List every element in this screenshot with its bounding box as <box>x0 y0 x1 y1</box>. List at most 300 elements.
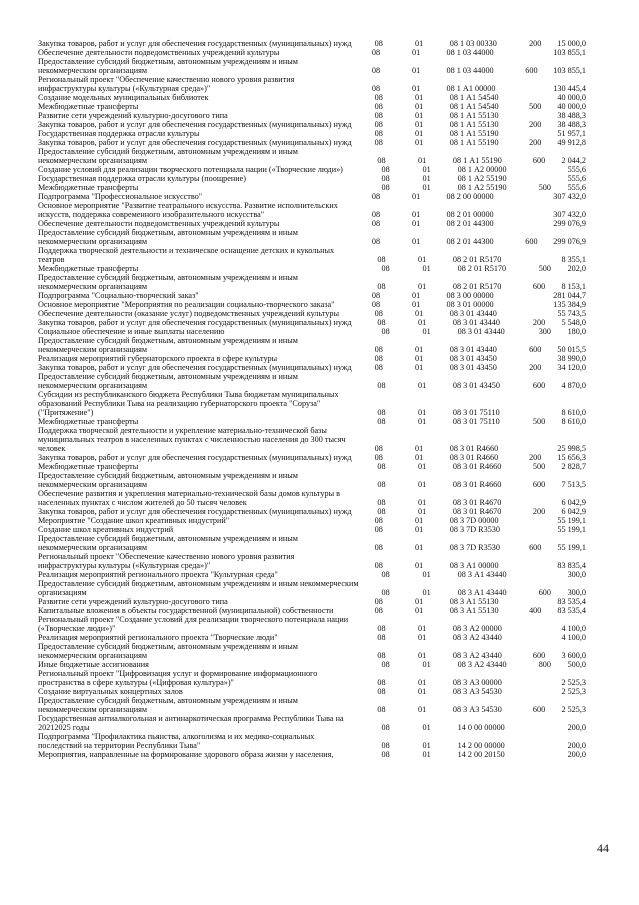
table-row <box>38 642 586 660</box>
row-target-article: 08 3 7D R3530 <box>449 543 500 552</box>
row-target-article: 08 2 01 R5170 <box>452 255 502 264</box>
row-name: Обеспечение деятельности (оказание услуг) подведомственных учреждений культуры <box>38 309 339 318</box>
row-amount: 200,0 <box>567 750 586 759</box>
table-row <box>38 219 586 228</box>
row-amount: 83 535,4 <box>557 597 586 606</box>
row-subsection: 01 <box>418 651 427 660</box>
table-row <box>38 300 586 309</box>
row-subsection: 01 <box>415 129 424 138</box>
row-subsection: 01 <box>415 525 424 534</box>
row-expense-type: 200 <box>529 138 542 147</box>
row-name: Создание модельных муниципальных библиотек <box>38 93 209 102</box>
row-expense-type: 600 <box>529 345 542 354</box>
row-subsection: 01 <box>415 561 424 570</box>
row-expense-type: 500 <box>532 462 546 471</box>
row-amount: 2 525,3 <box>561 687 586 696</box>
row-section: 08 <box>371 291 381 300</box>
row-name: Иные бюджетные ассигнования <box>38 660 149 669</box>
row-section: 08 <box>374 111 383 120</box>
table-row <box>38 57 586 75</box>
row-target-article: 08 3 А1 00000 <box>449 561 499 570</box>
row-target-article: 08 3 01 43450 <box>452 381 500 390</box>
row-section: 08 <box>377 156 386 165</box>
row-section: 08 <box>371 219 381 228</box>
row-subsection: 01 <box>418 687 427 696</box>
row-amount: 40 000,0 <box>557 102 586 111</box>
row-section: 08 <box>377 687 386 696</box>
row-section: 08 <box>374 444 383 453</box>
table-row <box>38 597 586 606</box>
row-amount: 2 044,2 <box>561 156 586 165</box>
row-name: Межбюджетные трансферты <box>38 264 139 273</box>
row-expense-type: 600 <box>532 156 546 165</box>
row-section: 08 <box>374 354 383 363</box>
table-row <box>38 570 586 579</box>
row-expense-type: 600 <box>525 66 538 75</box>
row-target-article: 08 1 А1 54540 <box>449 93 499 102</box>
row-section: 08 <box>381 174 390 183</box>
table-row <box>38 750 586 759</box>
row-amount: 200,0 <box>567 723 586 732</box>
table-row <box>38 228 586 246</box>
row-section: 08 <box>374 39 383 48</box>
row-target-article: 08 1 А1 00000 <box>446 84 496 93</box>
row-subsection: 01 <box>418 705 427 714</box>
row-target-article: 08 3 01 R4660 <box>452 480 502 489</box>
table-row <box>38 525 586 534</box>
table-row <box>38 309 586 318</box>
row-expense-type: 200 <box>529 39 542 48</box>
row-section: 08 <box>374 129 383 138</box>
row-target-article: 08 3 01 43440 <box>457 327 505 336</box>
table-row <box>38 660 586 669</box>
row-name: Предоставление субсидий бюджетным, автономным учреждениям и иным некоммерческим организациям <box>38 471 298 489</box>
row-name: Мероприятие "Создание школ креативных индустрий" <box>38 516 230 525</box>
row-name: Предоставление субсидий бюджетным, автономным учреждениям и иным некоммерческим организациям <box>38 57 298 75</box>
row-subsection: 01 <box>415 309 424 318</box>
row-target-article: 08 3 01 R4670 <box>452 498 502 507</box>
row-name: Закупка товаров, работ и услуг для обеспечения государственных (муниципальных) нужд <box>38 318 352 327</box>
row-expense-type: 600 <box>532 651 546 660</box>
table-row <box>38 147 586 165</box>
row-name: Региональный проект "Создание условий для реализации творческого потенциала нации («Творческие люди»)" <box>38 615 349 633</box>
row-section: 08 <box>377 624 386 633</box>
row-name: Подпрограмма "Профессиональное искусство" <box>38 192 203 201</box>
row-amount: 130 445,4 <box>553 84 587 93</box>
table-row <box>38 516 586 525</box>
table-row <box>38 471 586 489</box>
row-name: Создание виртуальных концертных залов <box>38 687 183 696</box>
row-target-article: 08 3 А2 43440 <box>452 651 502 660</box>
row-target-article: 08 3 01 43450 <box>449 363 497 372</box>
row-subsection: 01 <box>422 588 431 597</box>
table-row <box>38 111 586 120</box>
row-name: Подпрограмма "Социально-творческий заказ" <box>38 291 199 300</box>
row-subsection: 01 <box>418 507 427 516</box>
row-amount: 4 100,0 <box>561 633 586 642</box>
table-row <box>38 552 586 570</box>
table-row <box>38 327 586 336</box>
table-row <box>38 336 586 354</box>
row-subsection: 01 <box>422 750 431 759</box>
row-subsection: 01 <box>422 264 431 273</box>
row-section: 08 <box>374 138 383 147</box>
row-section: 08 <box>381 183 390 192</box>
row-amount: 4 870,0 <box>561 381 586 390</box>
row-amount: 6 042,9 <box>561 498 586 507</box>
row-name: Реализация мероприятий регионального проекта "Культурная среда" <box>38 570 278 579</box>
row-name: Развитие сети учреждений культурно-досугового типа <box>38 111 228 120</box>
row-target-article: 08 1 А1 54540 <box>449 102 499 111</box>
row-section: 08 <box>371 48 381 57</box>
row-amount: 103 855,1 <box>553 48 587 57</box>
row-section: 08 <box>374 309 383 318</box>
row-amount: 4 100,0 <box>561 624 586 633</box>
row-name: Предоставление субсидий бюджетным, автономным учреждениям и иным некоммерческим организациям <box>38 534 298 552</box>
row-name: Предоставление субсидий бюджетным, автономным учреждениям и иным некоммерческим организациям <box>38 642 298 660</box>
row-expense-type: 600 <box>532 381 546 390</box>
table-row <box>38 417 586 426</box>
row-amount: 55 199,1 <box>557 516 586 525</box>
table-row <box>38 372 586 390</box>
row-amount: 55 743,5 <box>557 309 586 318</box>
row-name: Обеспечение развития и укрепления материально-технической базы домов культуры в населенных пунктах с числом жителей до 50 тысяч человек <box>38 489 340 507</box>
row-section: 08 <box>374 102 383 111</box>
row-expense-type: 300 <box>538 327 551 336</box>
row-section: 08 <box>381 723 390 732</box>
row-name: Государственная антиалкогольная и антинаркотическая программа Республики Тыва на 20212025 годы <box>38 714 344 732</box>
table-row <box>38 687 586 696</box>
row-expense-type: 500 <box>532 417 546 426</box>
row-subsection: 01 <box>415 453 424 462</box>
row-subsection: 01 <box>412 192 421 201</box>
row-target-article: 14 2 00 00000 <box>457 741 505 750</box>
row-subsection: 01 <box>418 381 427 390</box>
row-subsection: 01 <box>418 156 427 165</box>
table-row <box>38 174 586 183</box>
table-row <box>38 579 586 597</box>
table-row <box>38 291 586 300</box>
row-target-article: 08 1 А1 55190 <box>452 156 502 165</box>
row-section: 08 <box>374 363 383 372</box>
row-target-article: 08 1 А2 55190 <box>457 183 507 192</box>
row-amount: 49 912,8 <box>557 138 586 147</box>
row-subsection: 01 <box>418 255 427 264</box>
row-expense-type: 200 <box>529 363 542 372</box>
row-subsection: 01 <box>412 237 421 246</box>
row-name: Межбюджетные трансферты <box>38 102 139 111</box>
row-amount: 8 610,0 <box>561 408 586 417</box>
row-target-article: 08 1 А1 55190 <box>449 129 499 138</box>
row-amount: 83 835,4 <box>557 561 586 570</box>
table-row <box>38 354 586 363</box>
row-name: Создание условий для реализации творческого потенциала нации («Творческие люди») <box>38 165 343 174</box>
table-row <box>38 732 586 750</box>
row-amount: 555,6 <box>567 165 586 174</box>
row-subsection: 01 <box>422 327 431 336</box>
row-expense-type: 600 <box>532 480 546 489</box>
row-name: Социальное обеспечение и иные выплаты населению <box>38 327 225 336</box>
row-subsection: 01 <box>415 444 424 453</box>
row-name: Основное мероприятие "Развитие театрального искусства. Развитие исполнительских искусств, поддержка современного изобразительного искусства" <box>38 201 338 219</box>
row-expense-type: 500 <box>529 102 542 111</box>
row-subsection: 01 <box>418 633 427 642</box>
table-row <box>38 615 586 633</box>
row-subsection: 01 <box>418 480 427 489</box>
page-number: 44 <box>597 841 609 855</box>
row-subsection: 01 <box>412 66 421 75</box>
row-name: Субсидии из республиканского бюджета Республики Тыва бюджетам муниципальных образований Республики Тыва на реализацию губернаторского проекта "Соруза" ("Притяжение") <box>38 390 339 417</box>
row-section: 08 <box>381 327 390 336</box>
row-section: 08 <box>371 237 381 246</box>
table-row <box>38 273 586 291</box>
row-amount: 51 957,1 <box>557 129 586 138</box>
row-target-article: 08 3 01 43440 <box>449 345 497 354</box>
row-subsection: 01 <box>418 282 427 291</box>
row-name: Государственная поддержка отрасли культуры (поощрение) <box>38 174 246 183</box>
table-row <box>38 192 586 201</box>
row-section: 08 <box>377 462 386 471</box>
row-name: Обеспечение деятельности подведомственных учреждений культуры <box>38 219 280 228</box>
row-subsection: 01 <box>415 363 424 372</box>
table-row <box>38 48 586 57</box>
row-name: Обеспечение деятельности подведомственных учреждений культуры <box>38 48 280 57</box>
row-section: 08 <box>381 750 390 759</box>
row-name: Закупка товаров, работ и услуг для обеспечения государственных (муниципальных) нужд <box>38 453 352 462</box>
row-amount: 500,0 <box>567 660 586 669</box>
row-subsection: 01 <box>415 516 424 525</box>
row-amount: 7 513,5 <box>561 480 586 489</box>
row-section: 08 <box>377 678 386 687</box>
budget-table <box>38 39 586 759</box>
row-name: Поддержка творческой деятельности и укрепление материально-технической базы муниципальных театров в населенных пунктах с численностью населения до 300 тысяч человек <box>38 426 346 453</box>
row-target-article: 08 1 03 44000 <box>446 66 494 75</box>
row-subsection: 01 <box>422 165 431 174</box>
row-amount: 50 015,5 <box>557 345 586 354</box>
row-section: 08 <box>371 210 381 219</box>
row-name: Предоставление субсидий бюджетным, автономным учреждениям и иным некоммерческим организациям <box>38 696 298 714</box>
row-amount: 55 199,1 <box>557 525 586 534</box>
row-name: Подпрограмма "Профилактика пьянства, алкоголизма и их медико-социальных последствий на территории Республики Тыва" <box>38 732 315 750</box>
row-section: 08 <box>374 453 383 462</box>
row-target-article: 08 1 03 00330 <box>449 39 497 48</box>
row-section: 08 <box>374 597 383 606</box>
row-name: Основное мероприятие "Мероприятия по реализации социально-творческого заказа" <box>38 300 335 309</box>
row-target-article: 08 2 00 00000 <box>446 192 494 201</box>
row-name: Предоставление субсидий бюджетным, автономным учреждениям и иным некоммерческим организациям <box>38 228 298 246</box>
table-row <box>38 363 586 372</box>
row-amount: 103 855,1 <box>553 66 587 75</box>
row-subsection: 01 <box>415 111 424 120</box>
row-subsection: 01 <box>422 183 431 192</box>
row-target-article: 08 1 А2 00000 <box>457 165 507 174</box>
row-name: Создание школ креативных индустрий <box>38 525 174 534</box>
row-section: 08 <box>374 516 383 525</box>
row-name: Межбюджетные трансферты <box>38 462 139 471</box>
row-amount: 135 384,9 <box>553 300 587 309</box>
row-section: 08 <box>381 570 390 579</box>
row-target-article: 08 3 А2 43440 <box>457 660 507 669</box>
row-name: Региональный проект "Цифровизация услуг и формирование информационного пространства в сфере культуры («Цифровая культура»)" <box>38 669 318 687</box>
row-section: 08 <box>371 84 381 93</box>
row-subsection: 01 <box>415 345 424 354</box>
table-row <box>38 39 586 48</box>
row-amount: 3 600,0 <box>561 651 586 660</box>
row-target-article: 08 1 А1 55190 <box>449 138 499 147</box>
row-target-article: 08 3 01 43440 <box>452 318 500 327</box>
row-section: 08 <box>381 588 390 597</box>
row-name: Региональный проект "Обеспечение качественно нового уровня развития инфраструктуры культуры («Культурная среда»)" <box>38 75 295 93</box>
table-row <box>38 129 586 138</box>
row-section: 08 <box>371 300 381 309</box>
table-row <box>38 489 586 507</box>
row-amount: 555,6 <box>567 174 586 183</box>
row-target-article: 08 3 А2 43440 <box>452 633 502 642</box>
row-amount: 8 153,1 <box>561 282 586 291</box>
row-subsection: 01 <box>422 741 431 750</box>
row-subsection: 01 <box>412 291 421 300</box>
row-subsection: 01 <box>415 39 424 48</box>
row-expense-type: 200 <box>529 453 542 462</box>
row-target-article: 08 3 00 00000 <box>446 291 494 300</box>
row-amount: 180,0 <box>567 327 586 336</box>
row-amount: 38 488,3 <box>557 120 586 129</box>
row-amount: 83 535,4 <box>557 606 586 615</box>
table-row <box>38 318 586 327</box>
row-section: 08 <box>377 255 386 264</box>
row-amount: 5 548,0 <box>561 318 586 327</box>
row-expense-type: 400 <box>529 606 542 615</box>
row-subsection: 01 <box>415 543 424 552</box>
row-expense-type: 600 <box>538 588 551 597</box>
row-target-article: 08 3 01 R4670 <box>452 507 502 516</box>
table-row <box>38 93 586 102</box>
row-subsection: 01 <box>412 219 421 228</box>
row-amount: 2 525,3 <box>561 678 586 687</box>
row-target-article: 08 1 03 44000 <box>446 48 494 57</box>
row-section: 08 <box>381 660 390 669</box>
table-row <box>38 120 586 129</box>
row-amount: 307 432,0 <box>553 210 587 219</box>
row-target-article: 08 3 01 75110 <box>452 417 500 426</box>
row-amount: 55 199,1 <box>557 543 586 552</box>
row-name: Закупка товаров, работ и услуг для обеспечения государственных (муниципальных) нужд <box>38 507 352 516</box>
row-subsection: 01 <box>415 138 424 147</box>
table-row <box>38 102 586 111</box>
row-expense-type: 200 <box>532 318 546 327</box>
row-name: Предоставление субсидий бюджетным, автономным учреждениям и иным некоммерческим организациям <box>38 579 359 597</box>
row-subsection: 01 <box>422 723 431 732</box>
row-target-article: 14 2 00 20150 <box>457 750 505 759</box>
row-section: 08 <box>377 651 386 660</box>
row-target-article: 08 3 А2 00000 <box>452 624 502 633</box>
row-amount: 281 044,7 <box>553 291 587 300</box>
row-amount: 307 432,0 <box>553 192 587 201</box>
row-target-article: 08 2 01 R5170 <box>452 282 502 291</box>
row-subsection: 01 <box>412 300 421 309</box>
row-name: Закупка товаров, работ и услуг для обеспечения государственных (муниципальных) нужд <box>38 363 352 372</box>
row-section: 08 <box>377 480 386 489</box>
table-row <box>38 462 586 471</box>
row-name: Закупка товаров, работ и услуг для обеспечения государственных (муниципальных) нужд <box>38 138 352 147</box>
row-target-article: 08 1 А1 55130 <box>449 111 499 120</box>
row-expense-type: 600 <box>529 543 542 552</box>
row-section: 08 <box>377 381 386 390</box>
table-row <box>38 201 586 219</box>
row-subsection: 01 <box>415 354 424 363</box>
row-subsection: 01 <box>415 120 424 129</box>
row-subsection: 01 <box>415 597 424 606</box>
row-amount: 555,6 <box>567 183 586 192</box>
row-amount: 8 355,1 <box>561 255 586 264</box>
row-amount: 38 990,0 <box>557 354 586 363</box>
row-expense-type: 200 <box>529 120 542 129</box>
row-name: Предоставление субсидий бюджетным, автономным учреждениям и иным некоммерческим организациям <box>38 372 298 390</box>
table-row <box>38 453 586 462</box>
row-target-article: 08 2 01 R5170 <box>457 264 507 273</box>
row-section: 08 <box>377 417 386 426</box>
table-row <box>38 714 586 732</box>
row-amount: 300,0 <box>567 570 586 579</box>
row-amount: 200,0 <box>567 741 586 750</box>
row-section: 08 <box>377 507 386 516</box>
row-name: Государственная поддержка отрасли культуры <box>38 129 200 138</box>
row-amount: 15 000,0 <box>557 39 586 48</box>
table-row <box>38 507 586 516</box>
row-expense-type: 600 <box>525 237 538 246</box>
row-name: Предоставление субсидий бюджетным, автономным учреждениям и иным некоммерческим организациям <box>38 336 298 354</box>
row-expense-type: 600 <box>532 705 546 714</box>
row-amount: 299 076,9 <box>553 237 587 246</box>
row-section: 08 <box>377 282 386 291</box>
row-section: 08 <box>377 408 386 417</box>
row-subsection: 01 <box>415 102 424 111</box>
row-section: 08 <box>371 66 381 75</box>
row-target-article: 08 3 01 R4660 <box>452 462 502 471</box>
row-target-article: 08 3 А3 54530 <box>452 687 502 696</box>
table-row <box>38 165 586 174</box>
row-section: 08 <box>374 525 383 534</box>
row-target-article: 08 3 7D R3530 <box>449 525 500 534</box>
row-section: 08 <box>377 633 386 642</box>
row-target-article: 08 3 01 R4660 <box>449 444 499 453</box>
row-section: 08 <box>381 165 390 174</box>
row-name: Предоставление субсидий бюджетным, автономным учреждениям и иным некоммерческим организациям <box>38 273 298 291</box>
row-target-article: 08 1 А2 55190 <box>457 174 507 183</box>
row-section: 08 <box>377 498 386 507</box>
row-amount: 6 042,9 <box>561 507 586 516</box>
row-name: Межбюджетные трансферты <box>38 183 139 192</box>
row-target-article: 08 3 01 43440 <box>449 309 497 318</box>
row-subsection: 01 <box>418 624 427 633</box>
row-section: 08 <box>371 192 381 201</box>
row-expense-type: 500 <box>538 264 551 273</box>
table-row <box>38 534 586 552</box>
row-amount: 2 828,7 <box>561 462 586 471</box>
row-target-article: 08 3 А1 43440 <box>457 588 507 597</box>
row-name: Предоставление субсидий бюджетным, автономным учреждениям и иным некоммерческим организациям <box>38 147 298 165</box>
row-expense-type: 800 <box>538 660 551 669</box>
row-name: Реализация мероприятий губернаторского проекта в сфере культуры <box>38 354 278 363</box>
row-target-article: 08 3 01 75110 <box>452 408 500 417</box>
row-expense-type: 200 <box>532 507 546 516</box>
row-subsection: 01 <box>415 93 424 102</box>
row-subsection: 01 <box>418 318 427 327</box>
row-amount: 38 488,3 <box>557 111 586 120</box>
row-subsection: 01 <box>412 84 421 93</box>
table-row <box>38 264 586 273</box>
table-row <box>38 138 586 147</box>
